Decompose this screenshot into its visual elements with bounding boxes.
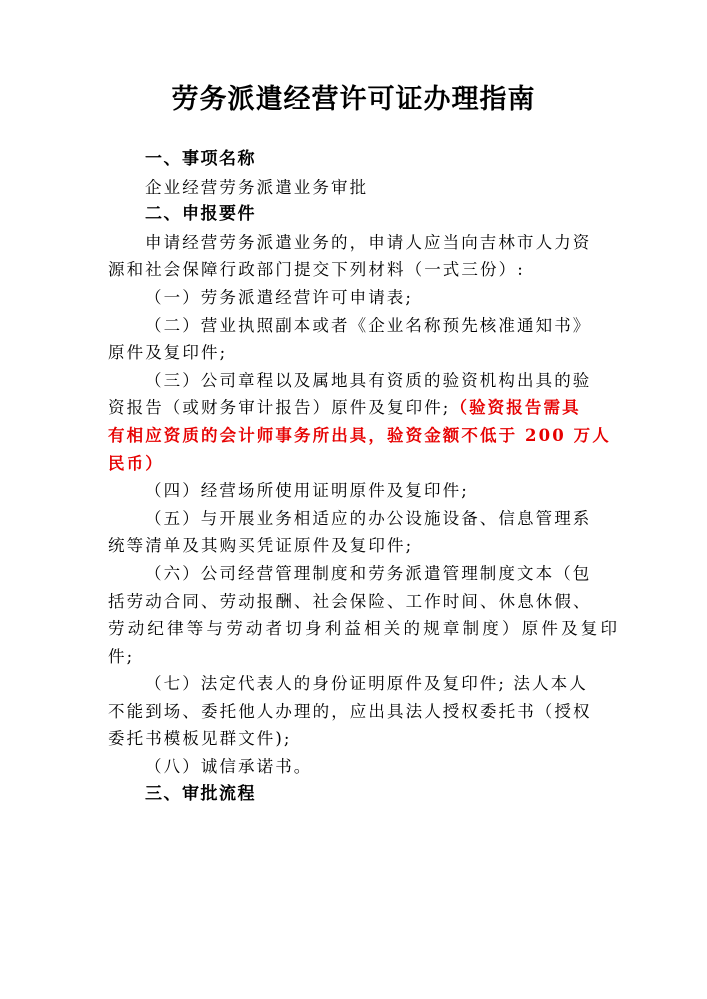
intro-line-2: 源和社会保障行政部门提交下列材料（一式三份）: <box>108 260 525 280</box>
item-name-text: 企业经营劳务派遣业务审批 <box>145 177 369 197</box>
section-heading-approval-process: 三、审批流程 <box>145 783 256 804</box>
requirement-item-3-line-1: （三）公司章程以及属地具有资质的验资机构出具的验 <box>145 370 592 390</box>
requirement-item-7-line-2: 不能到场、委托他人办理的，应出具法人授权委托书（授权 <box>108 701 592 721</box>
requirement-item-8: （八）诚信承诺书。 <box>145 757 313 777</box>
requirement-item-6-line-3: 劳动纪律等与劳动者切身利益相关的规章制度）原件及复印 <box>108 619 621 639</box>
section-heading-item-name: 一、事项名称 <box>145 149 256 169</box>
requirement-item-7-line-3: 委托书模板见群文件); <box>108 729 292 749</box>
requirement-item-1: （一）劳务派遣经营许可申请表; <box>145 287 414 307</box>
requirement-item-4: （四）经营场所使用证明原件及复印件; <box>145 481 469 501</box>
requirement-item-5-line-1: （五）与开展业务相适应的办公设施设备、信息管理系 <box>145 508 592 528</box>
requirement-item-6-line-4: 件; <box>108 646 135 666</box>
requirement-item-3-text: 资报告（或财务审计报告）原件及复印件; <box>108 398 451 418</box>
document-body <box>108 146 621 808</box>
requirement-item-7-line-1: （七）法定代表人的身份证明原件及复印件; 法人本人 <box>145 674 588 694</box>
capital-verification-note-line-3: 民币） <box>108 453 164 473</box>
capital-verification-note: （验资报告需具 <box>450 398 581 418</box>
requirement-item-2-line-1: （二）营业执照副本或者《企业名称预先核准通知书》 <box>145 315 592 335</box>
section-heading-requirements: 二、申报要件 <box>145 204 256 225</box>
intro-line-1: 申请经营劳务派遣业务的，申请人应当向吉林市人力资 <box>145 232 592 252</box>
capital-verification-note-line-2: 有相应资质的会计师事务所出具，验资金额不低于 200 万人 <box>108 425 611 445</box>
requirement-item-3-line-2 <box>108 394 600 422</box>
document-title: 劳务派遣经营许可证办理指南 <box>171 84 536 115</box>
requirement-item-6-line-1: （六）公司经营管理制度和劳务派遣管理制度文本（包 <box>145 563 592 583</box>
requirement-item-2-line-2: 原件及复印件; <box>108 343 228 363</box>
requirement-item-5-line-2: 统等清单及其购买凭证原件及复印件; <box>108 536 414 556</box>
requirement-item-6-line-2: 括劳动合同、劳动报酬、社会保险、工作时间、休息休假、 <box>108 591 592 611</box>
